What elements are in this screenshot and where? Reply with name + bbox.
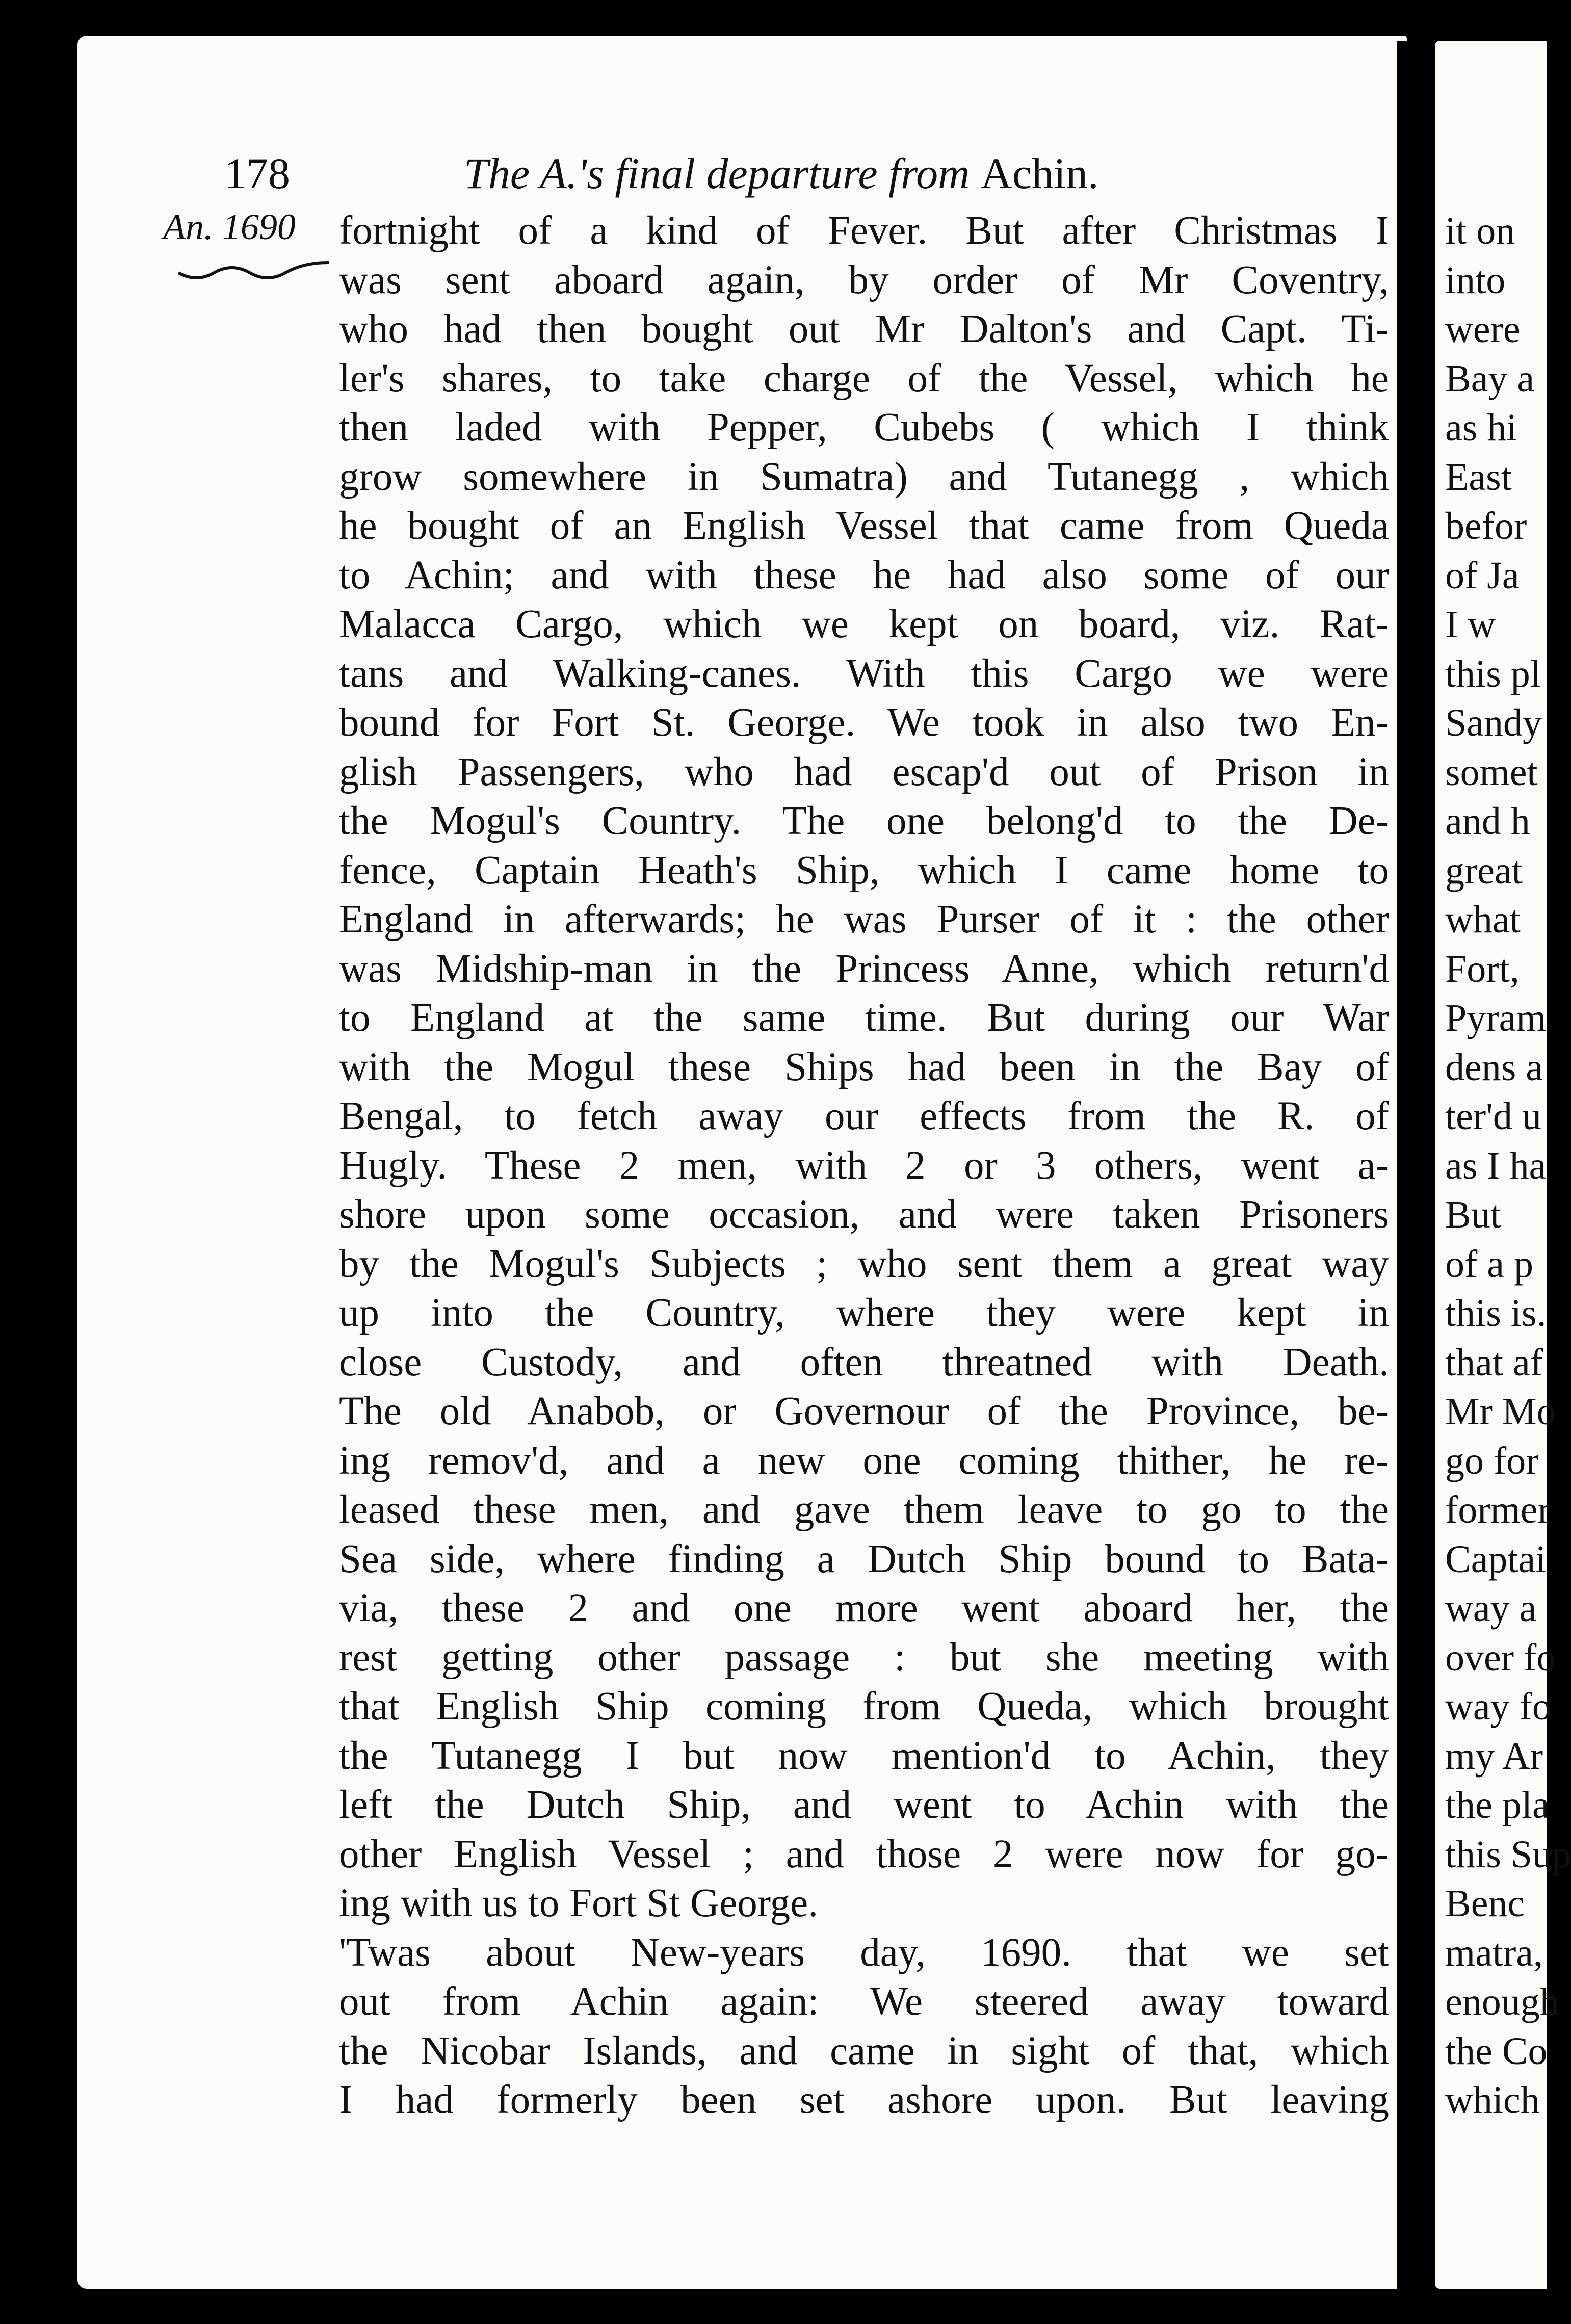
body-line: to England at the same time. But during our War	[339, 996, 1389, 1040]
page-gutter	[1397, 41, 1435, 2289]
right-page-line: which	[1445, 2079, 1540, 2122]
body-line: the Nicobar Islands, and came in sight of that, which	[339, 2028, 1389, 2073]
margin-flourish-icon	[176, 257, 334, 288]
body-line: was sent aboard again, by order of Mr Coventry,	[339, 257, 1389, 302]
body-line: I had formerly been set ashore upon. But leaving	[339, 2078, 1389, 2122]
running-title	[464, 145, 1098, 201]
right-page-line: Captai	[1445, 1537, 1547, 1581]
body-line: ler's shares, to take charge of the Vessel, which he	[339, 356, 1389, 401]
right-page-line: what	[1445, 898, 1521, 941]
body-line: rest getting other passage : but she meeting with	[339, 1635, 1389, 1680]
body-line: the Tutanegg I but now mention'd to Achin, they	[339, 1733, 1389, 1778]
body-text	[339, 206, 1389, 2125]
body-line: with the Mogul these Ships had been in the Bay of	[339, 1045, 1389, 1089]
right-page-line: into	[1445, 258, 1506, 302]
right-page-line: dens a	[1445, 1046, 1543, 1089]
body-line: who had then bought out Mr Dalton's and Capt. Ti-	[339, 307, 1389, 351]
right-page-line: go for	[1445, 1439, 1539, 1482]
right-page-line: Benc	[1445, 1882, 1525, 1925]
body-line: Sea side, where finding a Dutch Ship bound to Bata-	[339, 1536, 1389, 1581]
right-page-line: Fort,	[1445, 947, 1520, 990]
body-line: shore upon some occasion, and were taken Prisoners	[339, 1192, 1389, 1237]
right-page-line: befor	[1445, 505, 1527, 547]
body-line: left the Dutch Ship, and went to Achin with the	[339, 1783, 1389, 1827]
right-page-line: Sandy	[1445, 701, 1542, 744]
right-page-line: that af	[1445, 1341, 1543, 1384]
right-page-line: Mr Mo	[1445, 1390, 1556, 1433]
running-title-place: Achin.	[980, 149, 1099, 198]
right-page-line: matra,	[1445, 1931, 1543, 1974]
body-line: was Midship-man in the Princess Anne, which return'd	[339, 946, 1389, 991]
margin-note: An. 1690	[163, 206, 296, 247]
body-line: leased these men, and gave them leave to go to the	[339, 1487, 1389, 1532]
right-page-line: and h	[1445, 800, 1530, 843]
page-number: 178	[224, 149, 290, 198]
body-line: via, these 2 and one more went aboard her, the	[339, 1586, 1389, 1630]
page-header	[224, 145, 1397, 201]
right-page-line: the pla	[1445, 1784, 1550, 1826]
right-page-line: way a	[1445, 1587, 1537, 1630]
right-page-line: it on	[1445, 210, 1515, 252]
body-line: England in afterwards; he was Purser of it : the other	[339, 897, 1389, 942]
body-line: fence, Captain Heath's Ship, which I came home to	[339, 848, 1389, 893]
right-page-line: I w	[1445, 603, 1496, 646]
right-page-line: as hi	[1445, 406, 1517, 449]
right-page-line: East	[1445, 455, 1512, 499]
body-line: glish Passengers, who had escap'd out of Prison in	[339, 749, 1389, 794]
body-line: close Custody, and often threatned with Death.	[339, 1340, 1389, 1385]
body-line: 'Twas about New-years day, 1690. that we set	[339, 1930, 1389, 1975]
right-page-line: ter'd u	[1445, 1095, 1541, 1138]
body-line: Hugly. These 2 men, with 2 or 3 others, went a-	[339, 1143, 1389, 1188]
body-line: ing remov'd, and a new one coming thither, he re-	[339, 1438, 1389, 1483]
body-line: he bought of an English Vessel that came from Queda	[339, 504, 1389, 548]
body-line: grow somewhere in Sumatra) and Tutanegg , which	[339, 454, 1389, 499]
right-page-line: this pl	[1445, 652, 1541, 695]
body-line: tans and Walking-canes. With this Cargo we were	[339, 651, 1389, 696]
right-page-line: my Ar	[1445, 1734, 1543, 1778]
right-page-line: over fo	[1445, 1636, 1556, 1679]
body-line: the Mogul's Country. The one belong'd to the De-	[339, 799, 1389, 843]
body-line: Malacca Cargo, which we kept on board, viz. Rat-	[339, 602, 1389, 646]
body-line: fortnight of a kind of Fever. But after Christmas I	[339, 208, 1389, 253]
body-line: by the Mogul's Subjects ; who sent them a great way	[339, 1241, 1389, 1286]
body-line: out from Achin again: We steered away toward	[339, 1979, 1389, 2024]
body-line: bound for Fort St. George. We took in also two En-	[339, 700, 1389, 745]
right-page-line: were	[1445, 308, 1521, 351]
right-page-line: of a p	[1445, 1242, 1534, 1286]
right-page-line: as I ha	[1445, 1144, 1547, 1187]
right-page-text	[1445, 206, 1571, 2125]
right-page-line: way fo	[1445, 1685, 1552, 1728]
body-line: to Achin; and with these he had also some of our	[339, 553, 1389, 597]
right-page-line: Pyram	[1445, 997, 1547, 1039]
right-page-line: former	[1445, 1489, 1551, 1531]
body-line: that English Ship coming from Queda, which brought	[339, 1684, 1389, 1729]
right-page-line: of Ja	[1445, 554, 1520, 597]
body-line: up into the Country, where they were kept in	[339, 1291, 1389, 1335]
running-title-text: The A.'s final departure from	[464, 149, 970, 198]
body-line: Bengal, to fetch away our effects from the R. of	[339, 1094, 1389, 1138]
right-page-line: great	[1445, 849, 1523, 892]
right-page-line: the Co	[1445, 2029, 1548, 2073]
right-page-line: enough	[1445, 1980, 1559, 2023]
right-page-line: somet	[1445, 750, 1538, 794]
right-page-line: this Sup	[1445, 1833, 1571, 1876]
body-line: The old Anabob, or Governour of the Province, be-	[339, 1389, 1389, 1433]
right-page-line: Bay a	[1445, 357, 1535, 400]
body-line: other English Vessel ; and those 2 were now for go-	[339, 1832, 1389, 1876]
body-line: then laded with Pepper, Cubebs ( which I think	[339, 405, 1389, 450]
body-line: ing with us to Fort St George.	[339, 1881, 818, 1925]
right-page-line: this is.	[1445, 1292, 1547, 1335]
right-page-line: But	[1445, 1193, 1501, 1236]
